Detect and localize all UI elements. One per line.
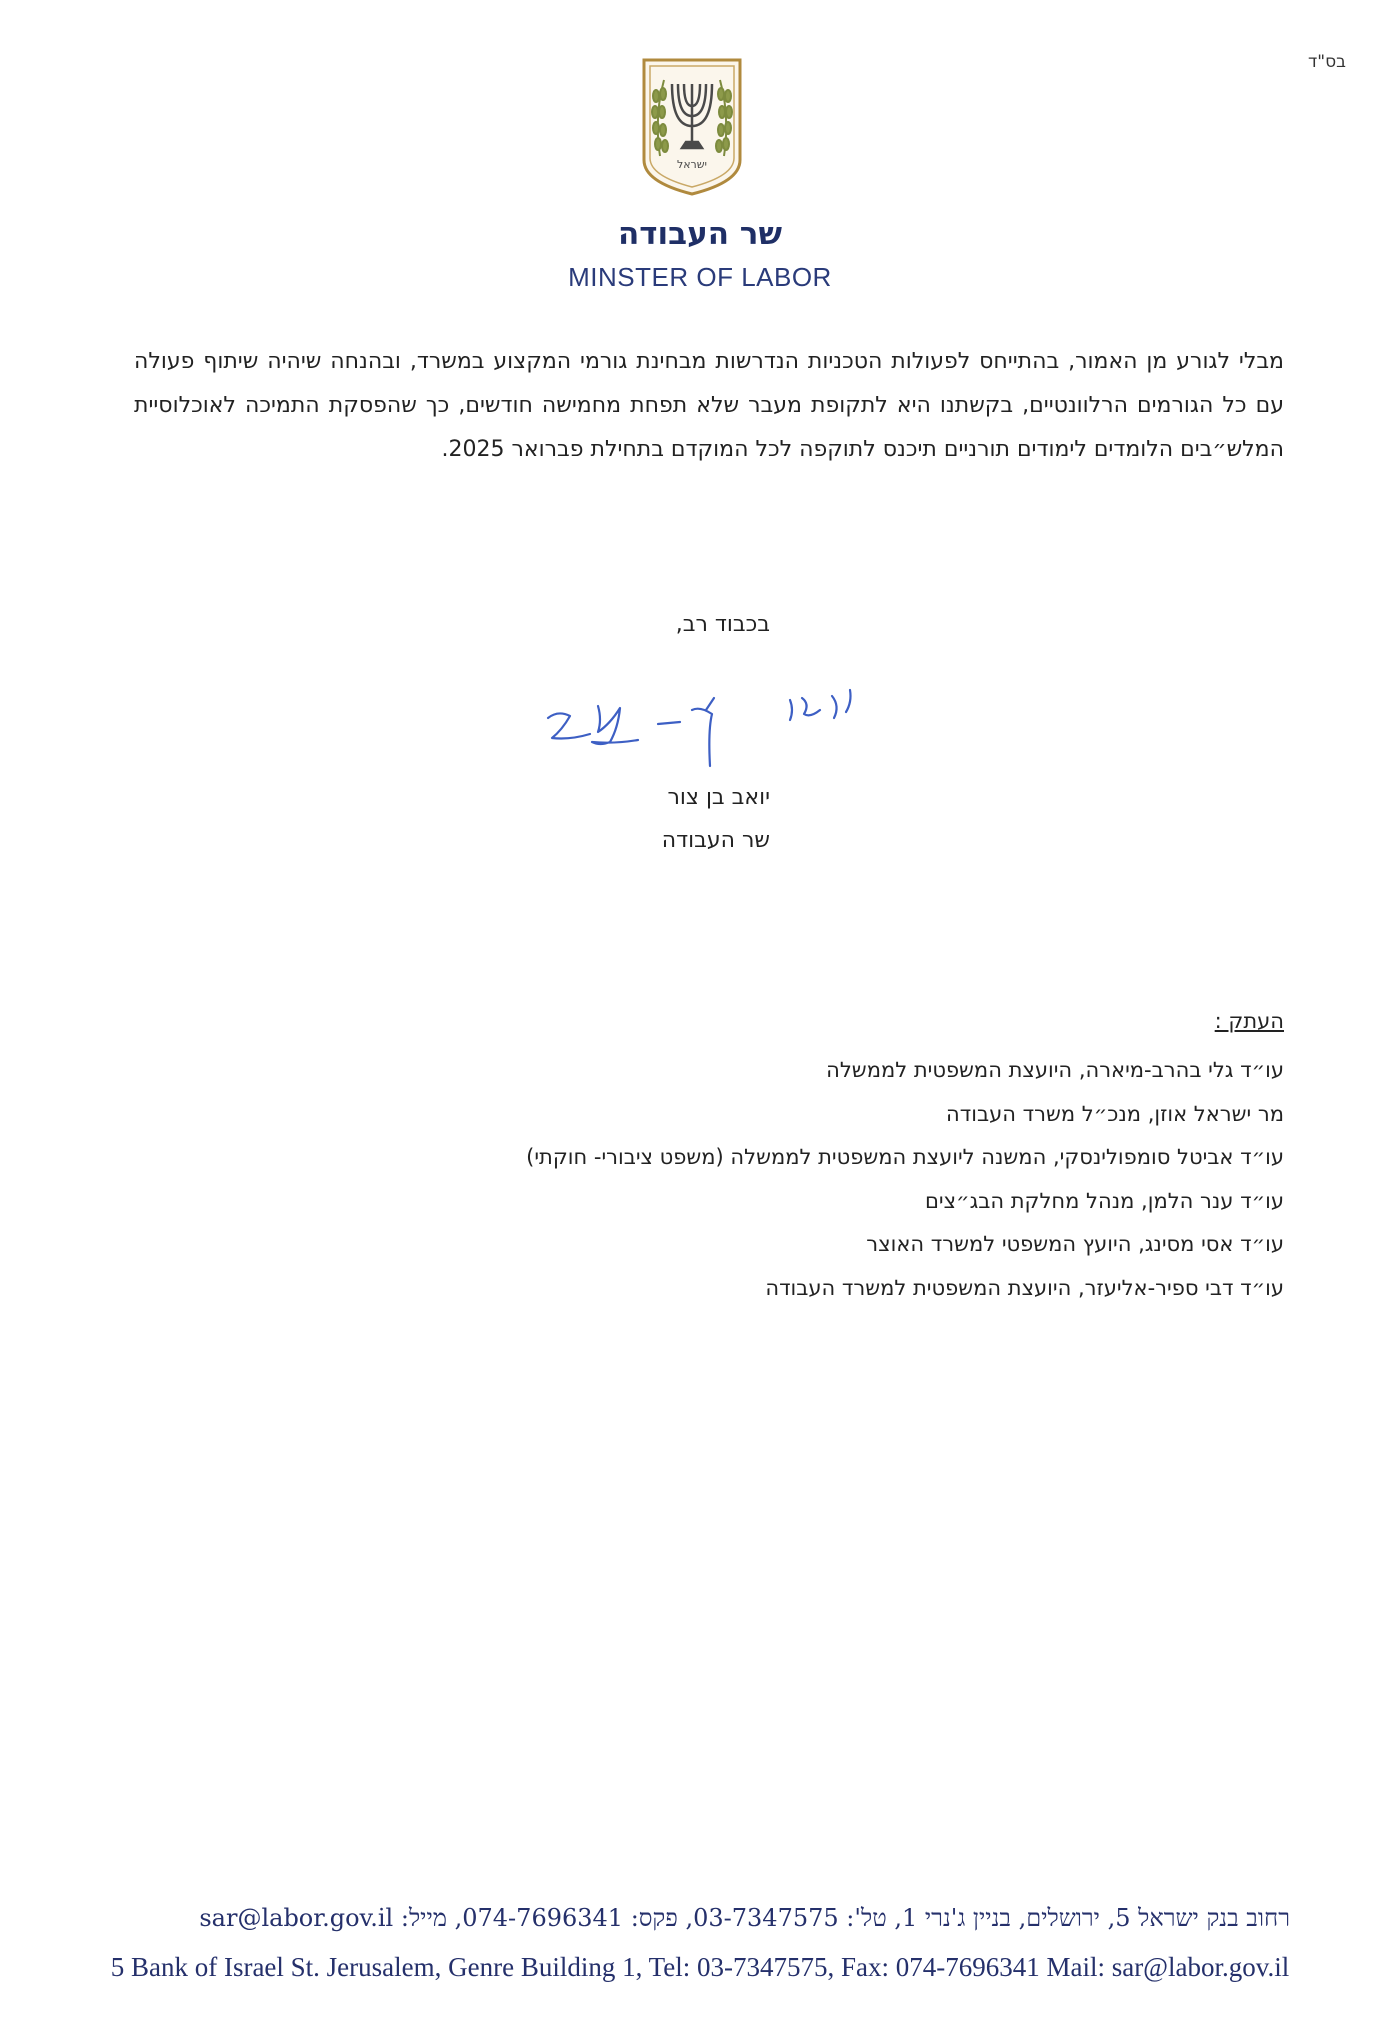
body-paragraph: מבלי לגורע מן האמור, בהתייחס לפעולות הטכניות הנדרשות מבחינת גורמי המקצוע במשרד, ובהנחה שיהיה שיתוף פעולה עם כל הגורמים הרלוונטיים, בקשתנו היא לתקופת מעבר שלא תפחת מחמישה חודשים, כך שהפסקת התמיכה לאוכלוסיית המלש״בים הלומדים לימודים תורניים תיכנס לתוקפה לכל המוקדם בתחילת פברואר 2025. bbox=[134, 349, 1284, 462]
signer-title: שר העבודה bbox=[661, 828, 770, 853]
footer-address-english: 5 Bank of Israel St. Jerusalem, Genre Building 1, Tel: 03-7347575, Fax: 074-7696341 Mail: sar@labor.gov.il bbox=[110, 1952, 1290, 1982]
cc-item: עו״ד ענר הלמן, מנהל מחלקת הבג״צים bbox=[924, 1188, 1284, 1213]
minister-title-hebrew: שר העבודה bbox=[618, 216, 782, 252]
corner-mark: בס"ד bbox=[1308, 52, 1346, 72]
cc-item: עו״ד אביטל סומפולינסקי, המשנה ליועצת המשפטית לממשלה (משפט ציבורי- חוקתי) bbox=[526, 1145, 1284, 1169]
cc-item: מר ישראל אוזן, מנכ״ל משרד העבודה bbox=[946, 1101, 1284, 1126]
cc-item: עו״ד דבי ספיר-אליעזר, היועצת המשפטית למשרד העבודה bbox=[765, 1275, 1284, 1300]
handwritten-signature bbox=[540, 670, 880, 780]
state-emblem-icon bbox=[636, 56, 748, 198]
signer-name: יואב בן צור bbox=[667, 785, 770, 810]
footer-address-hebrew: רחוב בנק ישראל 5, ירושלים, בניין ג'נרי 1, טל': 03-7347575, פקס: 074-7696341, מייל: sar@labor.gov.il bbox=[199, 1904, 1290, 1932]
letter-body bbox=[134, 340, 1284, 472]
emblem-caption: ישראל bbox=[676, 158, 708, 171]
cc-item: עו״ד אסי מסינג, היועץ המשפטי למשרד האוצר bbox=[866, 1232, 1284, 1256]
minister-title-english: MINSTER OF LABOR bbox=[568, 262, 832, 292]
cc-item: עו״ד גלי בהרב-מיארה, היועצת המשפטית לממשלה bbox=[826, 1058, 1284, 1082]
closing-salutation: בכבוד רב, bbox=[675, 612, 770, 637]
cc-list bbox=[300, 1005, 1284, 1310]
cc-label: העתק : bbox=[1214, 1009, 1284, 1033]
